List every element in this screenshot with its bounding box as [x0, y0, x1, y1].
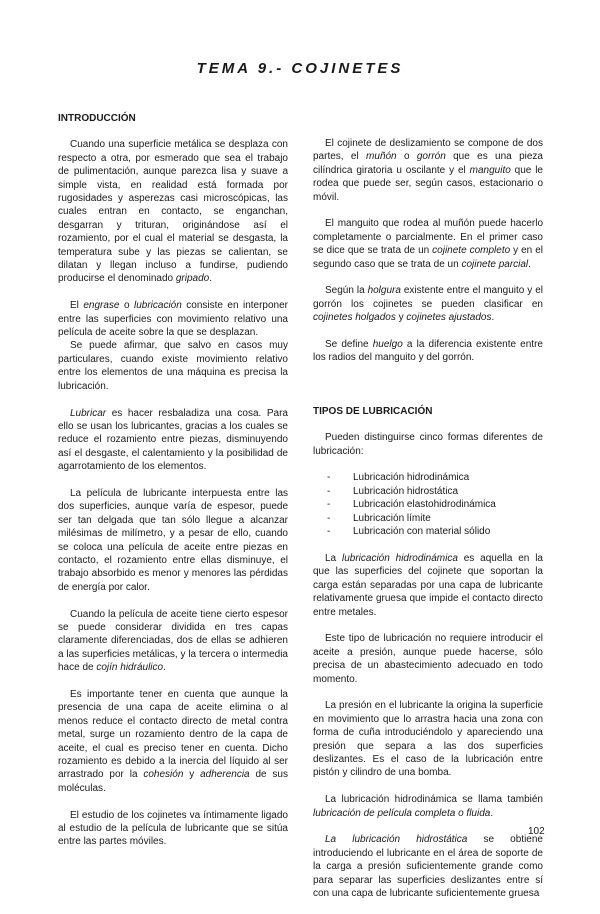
paragraph [313, 338, 543, 365]
list-item: - Lubricación hidrodinámica [313, 471, 543, 484]
text-run: El cojinete de deslizamiento se compone de dos partes, el [313, 138, 543, 163]
italic-term: gorrón [416, 151, 446, 163]
italic-term: lubricación [133, 300, 182, 312]
text-run: Se puede afirmar, que salvo en casos muy particulares, cuando existe movimiento relativo entre los elementos de una máquina es precisa la lubricación. [58, 340, 288, 392]
text-run: Pueden distinguirse cinco formas diferentes de lubricación: [313, 432, 543, 457]
text-run: se obtiene introduciendo el lubricante en el área de soporte de la carga a presión suficientemente grande como para separar las superficies deslizantes entre sí con una capa de lubricante suficientemente gruesa [313, 834, 543, 899]
paragraph [58, 608, 288, 675]
italic-term: gripado [175, 273, 210, 285]
text-run: y [183, 769, 201, 781]
text-run: es aquella en la que las superficies del cojinete que soportan la carga están separadas por una capa de lubricante relativamente gruesa que impide el contacto directo entre metales. [313, 552, 543, 618]
left-column [58, 112, 288, 862]
italic-term: holgura [367, 285, 401, 297]
text-run: y [395, 312, 407, 324]
right-column [313, 137, 543, 914]
italic-term: cojinetes ajustados [406, 312, 492, 324]
paragraph [58, 688, 288, 795]
text-run: Según la [325, 285, 368, 297]
text-run: Este tipo de lubricación no requiere introducir el aceite a presión, aunque puede hacerse, sólo precisa de un abastecimiento adecuado en todo momento. [313, 633, 543, 685]
text-run: Cuando una superficie metálica se desplaza con respecto a otra, por esmerado que sea el trabajo de pulimentación, aunque parezca lisa y suave a simple vista, en realidad está formada por rugosidades y asperezas casi microscópicas, las cuales entran en contacto, se enganchan, desgarran y trituran, originándose así el rozamiento, por el cual el material se desgasta, la temperatura sube y las piezas se calientan, se dilatan y llegan incluso a fundirse, pudiendo producirse el denominado [58, 139, 288, 285]
text-run: . [490, 807, 494, 819]
italic-term: cojinete completo [432, 245, 511, 257]
section-heading-tipos-lubricacion: TIPOS DE LUBRICACIÓN [313, 405, 433, 417]
paragraph [313, 217, 543, 271]
paragraph [58, 487, 288, 594]
text-run: o [119, 300, 134, 312]
paragraph [313, 699, 543, 779]
text-run: existente entre el manguito y el gorrón los cojinetes se pueden clasificar en [313, 285, 543, 310]
text-run: La [325, 552, 342, 564]
italic-term: Lubricar [70, 407, 107, 419]
text-run: La presión en el lubricante la origina la superficie en movimiento que lo arrastra hacia una zona con forma de cuña introduciéndolo y apareciendo una presión que separa a las dos superficies deslizantes. Es el caso de la lubricación entre pistón y cilindro de una bomba. [313, 700, 543, 779]
lubrication-types-list [313, 471, 543, 538]
text-run: . [163, 662, 166, 674]
italic-term: La lubricación hidrostática [325, 834, 468, 846]
paragraph [58, 407, 288, 474]
italic-term: manguito [469, 164, 511, 176]
paragraph [313, 793, 543, 820]
text-run: que es una pieza cilíndrica giratoria u oscilante y el [313, 151, 543, 176]
text-run: . [491, 312, 495, 324]
text-run: La lubricación hidrodinámica se llama también [325, 794, 543, 806]
italic-term: huelgo [372, 339, 403, 351]
italic-term: cojín hidráulico [96, 662, 164, 674]
italic-term: adherencia [200, 769, 250, 781]
paragraph [58, 138, 288, 285]
section-heading-introduccion: INTRODUCCIÓN [58, 113, 136, 124]
text-run: Cuando la película de aceite tiene cierto espesor se puede considerar dividida en tres capas claramente diferenciadas, dos de ellas se adhieren a las superficies metálicas, y la tercera o intermedia hace de [58, 608, 288, 674]
list-item: - Lubricación elastohidrodinámica [313, 498, 543, 511]
text-run: La película de lubricante interpuesta entre las dos superficies, aunque varía de espesor, puede ser tan delgada que tan sólo llegue a alcanzar milésimas de milímetro, y a pesar de ello, cuando se coloca una película de aceite entre piezas en contacto, el rozamiento entre ellas disminuye, el trabajo absorbido es menor y menores las pérdidas de energía por calor. [58, 487, 288, 593]
text-run: que le rodea que puede ser, según casos, estacionario o móvil. [313, 164, 543, 203]
paragraph [58, 809, 288, 849]
italic-term: engrase [83, 300, 120, 312]
italic-term: muñón [366, 151, 397, 163]
text-run: Se define [325, 339, 373, 351]
text-run: y en el segundo caso que se trata de un [313, 245, 543, 270]
list-item: - Lubricación con material sólido [313, 525, 543, 538]
text-run: consiste en interponer entre las superficies con movimiento relativo una película de aceite sobre la que se desplazan. [58, 300, 289, 339]
italic-term: lubricación de película completa o fluida [313, 807, 491, 819]
italic-term: lubricación hidrodinámica [341, 552, 458, 564]
text-run: El manguito que rodea al muñón puede hacerlo completamente o parcialmente. En el primer caso se dice que se trata de un [313, 218, 543, 257]
text-run: de sus moléculas. [58, 769, 288, 794]
page-number: 102 [528, 826, 545, 837]
paragraph [58, 339, 288, 393]
list-item: - Lubricación hidrostática [313, 485, 543, 498]
paragraph [313, 632, 543, 686]
paragraph [58, 299, 288, 339]
text-run: El estudio de los cojinetes va íntimamente ligado al estudio de la película de lubricante que se sitúa entre las partes móviles. [58, 809, 288, 848]
paragraph [313, 552, 543, 619]
page-title: TEMA 9.- COJINETES [196, 60, 404, 77]
text-run: . [528, 258, 531, 270]
text-run: El [70, 300, 84, 312]
text-run: o [396, 151, 417, 163]
italic-term: cohesión [143, 769, 184, 781]
text-run: Es importante tener en cuenta que aunque la presencia de una capa de aceite elimina o al menos reduce el contacto directo de metal contra metal, surge un rozamiento dentro de la capa de aceite, el cual es preciso tener en cuenta. Dicho rozamiento es debido a la inercia del líquido al ser arrastrado por la [58, 688, 288, 781]
list-item: - Lubricación límite [313, 512, 543, 525]
paragraph [313, 284, 543, 324]
text-run: es hacer resbaladiza una cosa. Para ello se usan los lubricantes, gracias a los cuales se reduce el rozamiento entre piezas, disminuyendo así el desgaste, el calentamiento y la posibilidad de agarrotamiento de los elementos. [58, 407, 288, 473]
paragraph [313, 137, 543, 204]
text-run: . [209, 273, 212, 285]
italic-term: cojinetes holgados [313, 312, 396, 324]
paragraph [313, 833, 543, 900]
italic-term: cojinete parcial [461, 258, 529, 270]
text-run: a la diferencia existente entre los radios del manguito y del gorrón. [313, 339, 543, 364]
paragraph [313, 431, 543, 458]
